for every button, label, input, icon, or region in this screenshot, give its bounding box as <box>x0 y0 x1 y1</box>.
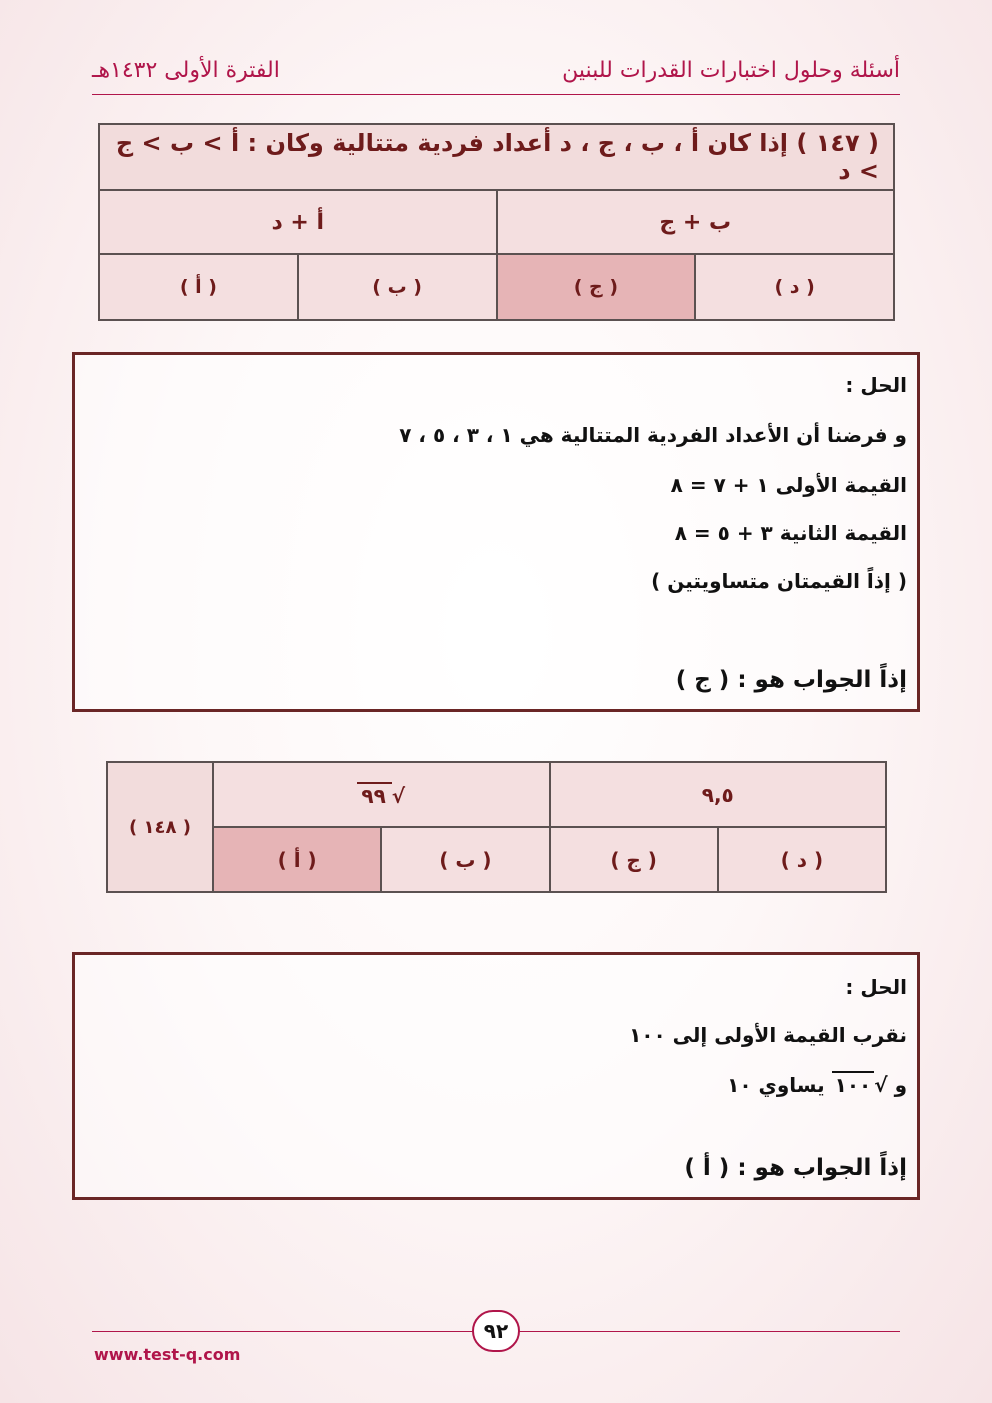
solution-answer: إذاً الجواب هو : ( أ ) <box>684 1155 907 1181</box>
option-c-selected[interactable]: ( ج ) <box>497 254 696 320</box>
website-link[interactable]: www.test-q.com <box>94 1345 241 1364</box>
option-a[interactable]: ( أ ) <box>99 254 298 320</box>
page-number: ٩٢ <box>472 1310 520 1352</box>
sqrt-icon: √ <box>391 783 406 808</box>
radicand: ١٠٠ <box>832 1071 875 1097</box>
solution-heading: الحل : <box>845 373 907 397</box>
question-148-table <box>106 761 887 893</box>
solution-suffix: يساوي ١٠ <box>727 1073 825 1097</box>
option-d[interactable]: ( د ) <box>695 254 894 320</box>
solution-line: القيمة الثانية ٣ + ٥ = ٨ <box>674 521 907 545</box>
option-a-selected[interactable]: ( أ ) <box>213 827 381 892</box>
option-c[interactable]: ( ج ) <box>550 827 718 892</box>
question-148-number: ( ١٤٨ ) <box>107 762 213 892</box>
option-d[interactable]: ( د ) <box>718 827 886 892</box>
book-title: أسئلة وحلول اختبارات القدرات للبنين <box>562 58 900 83</box>
solution-answer: إذاً الجواب هو : ( ج ) <box>675 667 907 693</box>
question-147-table <box>98 123 895 321</box>
radicand: ٩٩ <box>357 782 391 808</box>
sqrt-icon: √ <box>874 1073 888 1097</box>
solution-line-sqrt <box>727 1071 907 1097</box>
question-148-value-right <box>213 762 550 827</box>
solution-148-box <box>72 952 920 1200</box>
solution-147-box <box>72 352 920 712</box>
question-147-value-right: أ + د <box>99 190 497 254</box>
period-label: الفترة الأولى ١٤٣٢هـ <box>92 58 280 83</box>
solution-line: و فرضنا أن الأعداد الفردية المتتالية هي ١ ، ٣ ، ٥ ، ٧ <box>399 423 907 447</box>
question-147-value-left: ب + ج <box>497 190 895 254</box>
solution-line: القيمة الأولى ١ + ٧ = ٨ <box>670 473 907 497</box>
solution-heading: الحل : <box>845 975 907 999</box>
option-b[interactable]: ( ب ) <box>381 827 549 892</box>
question-148-value-left: ٩,٥ <box>550 762 887 827</box>
solution-line: ( إذاً القيمتان متساويتين ) <box>651 569 907 593</box>
solution-line: نقرب القيمة الأولى إلى ١٠٠ <box>629 1023 907 1047</box>
header-divider <box>92 94 900 95</box>
option-b[interactable]: ( ب ) <box>298 254 497 320</box>
solution-prefix: و <box>894 1073 907 1097</box>
question-147-stem: ( ١٤٧ ) إذا كان أ ، ب ، ج ، د أعداد فردية متتالية وكان : أ > ب > ج > د <box>99 124 894 190</box>
